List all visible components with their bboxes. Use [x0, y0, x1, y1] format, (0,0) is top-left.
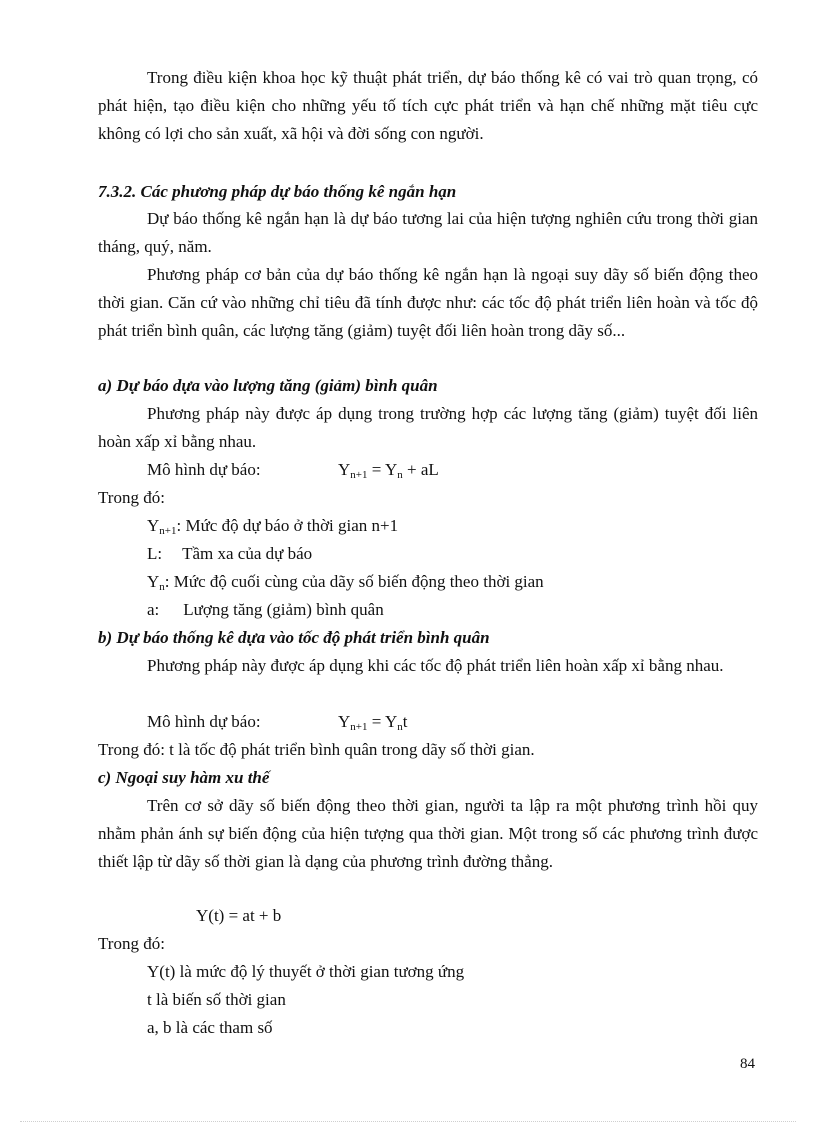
part-a-def-3: $Y_n$: Mức độ cuối cùng của dãy số biến động theo thời gian	[147, 572, 544, 593]
section-paragraph-1: Dự báo thống kê ngắn hạn là dự báo tương lai của hiện tượng nghiên cứu trong thời gian tháng, quý, năm.	[98, 209, 758, 256]
section-paragraph-2: Phương pháp cơ bản của dự báo thống kê ngắn hạn là ngoại suy dãy số biến động theo thời gian. Căn cứ vào những chỉ tiêu đã tính được như: các tốc độ phát triển liên hoàn và tốc độ phát triển bình quân, các lượng tăng (giảm) tuyệt đối liên hoàn trong dãy số...	[98, 265, 758, 340]
part-a-model-label: Mô hình dự báo:	[147, 460, 261, 479]
part-c-formula: Y(t) = at + b	[196, 906, 282, 925]
part-b-where: Trong đó: t là tốc độ phát triển bình quân trong dãy số thời gian.	[98, 740, 535, 759]
part-c-paragraph: Trên cơ sở dãy số biến động theo thời gian, người ta lập ra một phương trình hồi quy nhằm phản ánh sự biến động của hiện tượng qua thời gian. Một trong số các phương trình được thiết lập từ dãy số thời gian là dạng của phương trình đường thẳng.	[98, 796, 758, 871]
section-heading: 7.3.2. Các phương pháp dự báo thống kê ngắn hạn	[98, 182, 457, 201]
page-bottom-divider	[20, 1121, 796, 1122]
part-b-paragraph: Phương pháp này được áp dụng khi các tốc độ phát triển liên hoàn xấp xỉ bằng nhau.	[147, 656, 724, 675]
part-b-model-label: Mô hình dự báo:	[147, 712, 261, 731]
part-b-heading: b) Dự báo thống kê dựa vào tốc độ phát triển bình quân	[98, 628, 490, 647]
part-a-def-1: $Y_{n+1}$: Mức độ dự báo ở thời gian n+1	[147, 516, 399, 537]
intro-paragraph: Trong điều kiện khoa học kỹ thuật phát triển, dự báo thống kê có vai trò quan trọng, có phát hiện, tạo điều kiện cho những yếu tố tích cực phát triển và hạn chế những mặt tiêu cực không có lợi cho sản xuất, xã hội và đời sống con người.	[98, 68, 758, 143]
part-c-where: Trong đó:	[98, 934, 165, 953]
part-c-def-1: Y(t) là mức độ lý thuyết ở thời gian tương ứng	[147, 962, 465, 981]
part-a-def-2: L: Tầm xa của dự báo	[147, 544, 313, 563]
part-c-heading: c) Ngoại suy hàm xu thế	[98, 768, 270, 787]
page-number: 84	[740, 1056, 755, 1072]
part-a-formula: $Y_{n+1} = Y_n$ + aL	[338, 460, 439, 481]
part-c-def-3: a, b là các tham số	[147, 1018, 273, 1037]
part-b-formula: $Y_{n+1} = Y_nt$	[338, 712, 408, 733]
part-a-def-4: a: Lượng tăng (giảm) bình quân	[147, 600, 384, 619]
part-c-def-2: t là biến số thời gian	[147, 990, 286, 1009]
part-a-where: Trong đó:	[98, 488, 165, 507]
part-a-paragraph: Phương pháp này được áp dụng trong trường hợp các lượng tăng (giảm) tuyệt đối liên hoàn xấp xỉ bằng nhau.	[98, 404, 758, 451]
part-a-heading: a) Dự báo dựa vào lượng tăng (giảm) bình quân	[98, 376, 438, 395]
